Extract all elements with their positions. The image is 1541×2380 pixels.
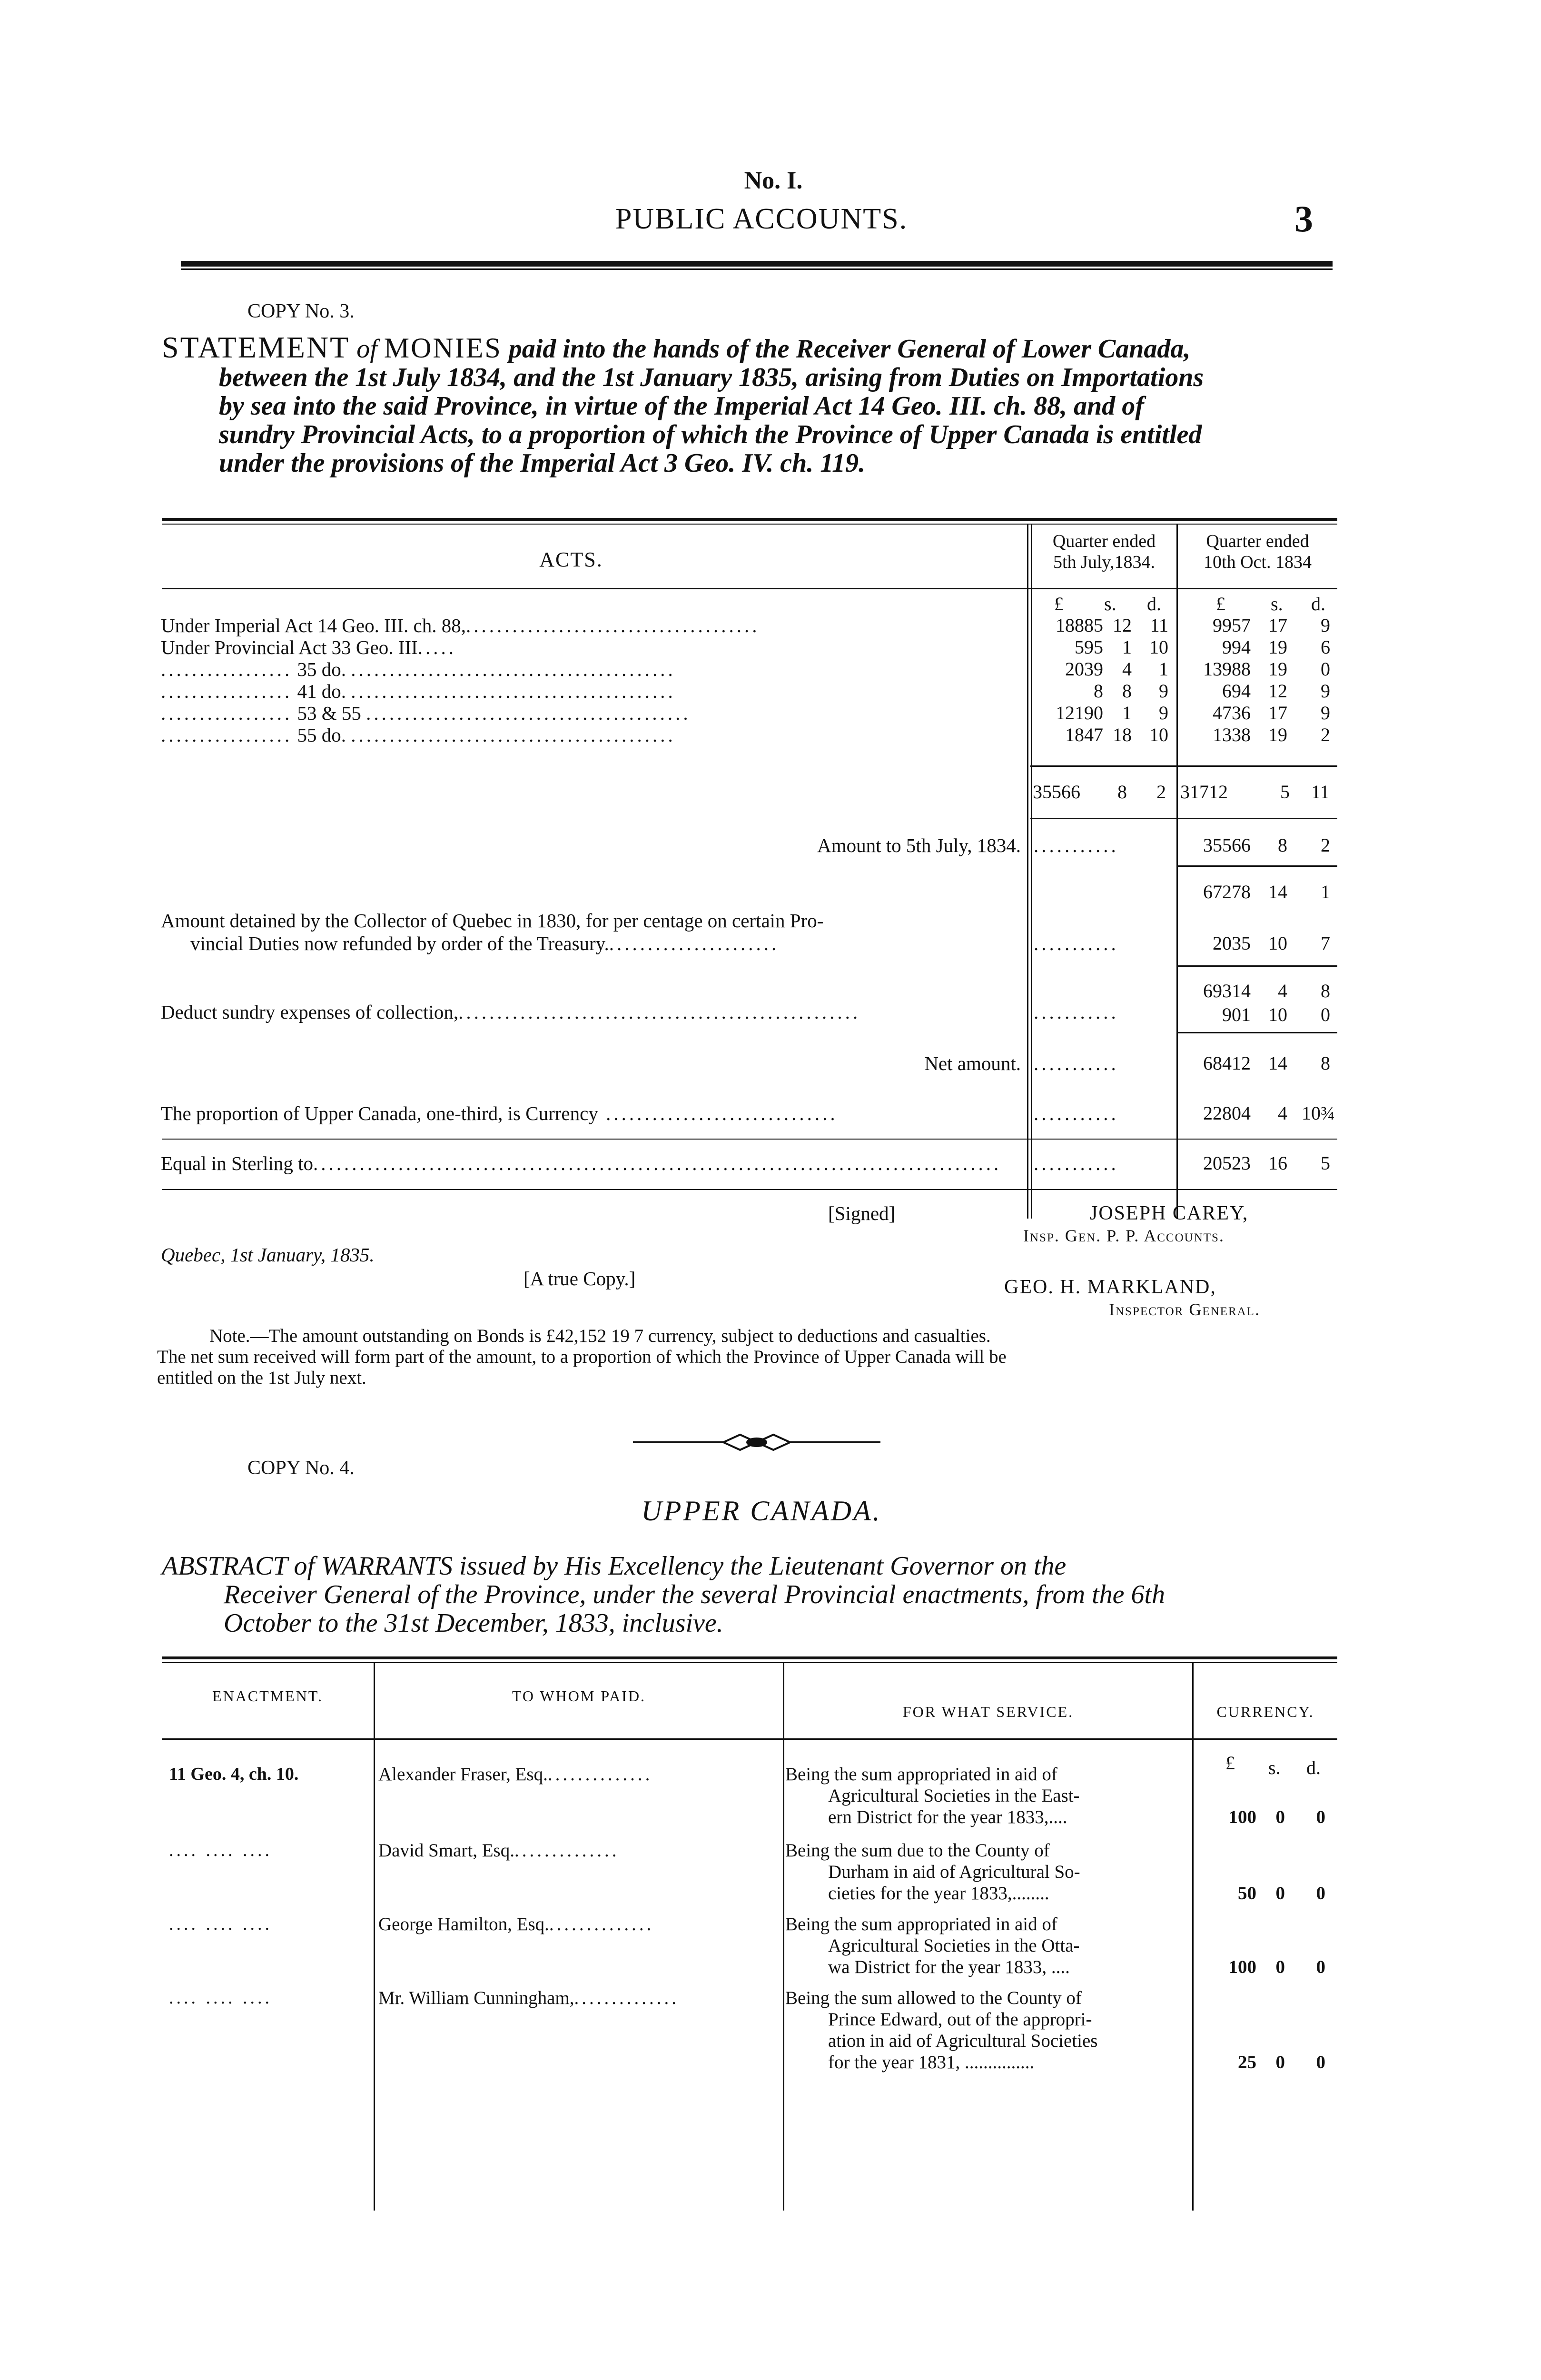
detval-shillings: 10: [1268, 932, 1287, 954]
total-q2-pence: 11: [1311, 781, 1330, 803]
col-to-whom-header: TO WHOM PAID.: [512, 1687, 646, 1705]
table2-col-divider-1: [374, 1663, 375, 2211]
q1-pounds: 8: [1094, 680, 1103, 702]
unit-pound: £: [1225, 1752, 1235, 1774]
warrant-amount-pounds: 25: [1238, 2052, 1256, 2073]
copy3-label: COPY No. 3.: [247, 300, 355, 322]
q2-pence: 9: [1321, 702, 1330, 724]
signer-carey: JOSEPH CAREY,: [1090, 1202, 1249, 1224]
table1-col-divider-1: [1027, 524, 1028, 1219]
warrant-enactment: .... .... ....: [169, 1988, 272, 2008]
signed-label: [Signed]: [828, 1202, 896, 1224]
warrant-payee: Mr. William Cunningham,..............: [378, 1988, 680, 2008]
service-line: wa District for the year 1833, ....: [828, 1957, 1070, 1977]
detained-label-2: vincial Duties now refunded by order of the Treasury.......................: [190, 932, 780, 954]
col-service-header: FOR WHAT SERVICE.: [902, 1703, 1074, 1720]
table2-top-rule: [162, 1656, 1337, 1659]
q1-pence: 1: [1159, 658, 1168, 680]
warrant-service: [785, 1840, 1195, 1904]
amount-rule: [1176, 865, 1337, 867]
warrant-amount-pence: 0: [1316, 1883, 1325, 1904]
q1-pounds: 1847: [1065, 724, 1103, 745]
netval-pounds: 68412: [1203, 1052, 1251, 1074]
note: [157, 1326, 1347, 1388]
dots: ...........: [1034, 1052, 1119, 1074]
warrant-amount-shillings: 0: [1275, 1883, 1285, 1904]
q1-pence: 10: [1149, 724, 1168, 745]
dedval-pence: 0: [1321, 1004, 1330, 1025]
q1-shillings: 18: [1113, 724, 1132, 745]
q2-pence: 9: [1321, 615, 1330, 636]
warrant-service: [785, 1914, 1195, 1978]
unit-pound-q2: £: [1216, 593, 1225, 615]
title-line-4: sundry Provincial Acts, to a proportion of which the Province of Upper Canada is entitled: [219, 420, 1202, 449]
amount-to-july-label: Amount to 5th July, 1834.: [817, 834, 1021, 856]
col-q1-header: Quarter ended 5th July,1834.: [1052, 531, 1156, 572]
signer-carey-title: Insp. Gen. P. P. Accounts.: [1023, 1226, 1225, 1245]
sub2-shillings: 4: [1278, 980, 1287, 1002]
q2-pence: 9: [1321, 680, 1330, 702]
service-line: Being the sum allowed to the County of: [785, 1988, 1082, 2008]
sub1-shillings: 14: [1268, 881, 1287, 902]
page-title: PUBLIC ACCOUNTS.: [615, 203, 908, 235]
detval-pounds: 2035: [1213, 932, 1251, 954]
proportion-label: The proportion of Upper Canada, one-third, is Currency ..............................: [161, 1102, 838, 1124]
act-row-label: Under Imperial Act 14 Geo. III. ch. 88,......................................: [161, 615, 760, 636]
propval-pounds: 22804: [1203, 1102, 1251, 1124]
unit-pence-q2: d.: [1311, 593, 1325, 615]
table1-top-rule: [162, 518, 1337, 521]
q2-pence: 6: [1321, 636, 1330, 658]
warrant-payee: George Hamilton, Esq...............: [378, 1914, 654, 1934]
signer-markland: GEO. H. MARKLAND,: [1004, 1276, 1216, 1298]
total-q1-pence: 2: [1156, 781, 1166, 803]
sterval-pence: 5: [1321, 1152, 1330, 1174]
propval-shillings: 4: [1278, 1102, 1287, 1124]
service-line: Durham in aid of Agricultural So-: [828, 1862, 1080, 1882]
detval-pence: 7: [1321, 932, 1330, 954]
warrant-payee: Alexander Fraser, Esq...............: [378, 1764, 653, 1785]
sub1-pence: 1: [1321, 881, 1330, 902]
unit-shilling-q2: s.: [1271, 593, 1283, 615]
sterling-rule: [162, 1189, 1337, 1190]
totals-rule: [1030, 818, 1337, 819]
q2-pounds: 4736: [1213, 702, 1251, 724]
title-line-2: between the 1st July 1834, and the 1st January 1835, arising from Duties on Importations: [219, 363, 1204, 392]
sub2-pounds: 69314: [1203, 980, 1251, 1002]
proportion-rule: [162, 1139, 1337, 1140]
copy3-title: [162, 330, 1342, 478]
ornament-divider: [633, 1428, 880, 1457]
q2-shillings: 17: [1268, 702, 1287, 724]
unit-pence: d.: [1306, 1757, 1321, 1778]
q2-shillings: 12: [1268, 680, 1287, 702]
col-enactment-header: ENACTMENT.: [212, 1687, 323, 1705]
unit-pence-q1: d.: [1147, 593, 1161, 615]
copy4-title-line-3: October to the 31st December, 1833, inclusive.: [224, 1608, 723, 1638]
q1-pounds: 2039: [1065, 658, 1103, 680]
q2-pounds: 13988: [1203, 658, 1251, 680]
q2-shillings: 19: [1268, 636, 1287, 658]
q2-pence: 0: [1321, 658, 1330, 680]
act-row-label: Under Provincial Act 33 Geo. III.....: [161, 636, 456, 658]
warrant-service: [785, 1764, 1195, 1828]
q1-shillings: 1: [1122, 636, 1132, 658]
q1-pounds: 595: [1075, 636, 1103, 658]
service-line: Agricultural Societies in the Otta-: [828, 1935, 1080, 1956]
service-line: ern District for the year 1833,....: [828, 1807, 1067, 1827]
q2-shillings: 19: [1268, 724, 1287, 745]
service-line: for the year 1831, ...............: [828, 2052, 1035, 2073]
note-line-1: Note.—The amount outstanding on Bonds is £42,152 19 7 currency, subject to deductions and casualties.: [209, 1326, 991, 1346]
net-amount-label: Net amount.: [924, 1052, 1021, 1074]
page-number: 3: [1294, 198, 1313, 239]
service-line: Prince Edward, out of the appropri-: [828, 2009, 1092, 2030]
warrant-amount-pounds: 100: [1228, 1957, 1256, 1977]
propval-pence: 10¾: [1302, 1102, 1335, 1124]
sterval-pounds: 20523: [1203, 1152, 1251, 1174]
dots: ...........: [1034, 834, 1119, 856]
deduct-label: Deduct sundry expenses of collection,....................................................: [161, 1001, 861, 1023]
table1-col-divider-2: [1176, 524, 1178, 1219]
warrant-amount-shillings: 0: [1275, 1957, 1285, 1977]
copy4-title-line-2: Receiver General of the Province, under the several Provincial enactments, from the 6th: [224, 1580, 1166, 1609]
total-q1-shillings: 8: [1117, 781, 1127, 803]
q1-pence: 10: [1149, 636, 1168, 658]
service-line: Being the sum appropriated in aid of: [785, 1914, 1057, 1934]
q1-pence: 11: [1150, 615, 1168, 636]
title-word-statement: STATEMENT: [162, 330, 350, 364]
signer-markland-title: Inspector General.: [1109, 1300, 1260, 1319]
title-line-5: under the provisions of the Imperial Act 3 Geo. IV. ch. 119.: [219, 448, 866, 478]
netval-pence: 8: [1321, 1052, 1330, 1074]
copy4-title-line-1: ABSTRACT of WARRANTS issued by His Excellency the Lieutenant Governor on the: [162, 1551, 1067, 1581]
act-row-label: ................. 55 do. ..........................................: [161, 724, 676, 746]
q1-shillings: 8: [1122, 680, 1132, 702]
netval-shillings: 14: [1268, 1052, 1287, 1074]
service-line: Agricultural Societies in the East-: [828, 1785, 1080, 1806]
table1-top-rule-thin: [162, 524, 1337, 525]
amountval-shillings: 8: [1278, 834, 1287, 856]
warrant-amount-pounds: 50: [1238, 1883, 1256, 1904]
total-q2-pounds: 31712: [1180, 781, 1228, 803]
unit-pound-q1: £: [1054, 593, 1064, 615]
act-row-label: ................. 35 do. ..........................................: [161, 658, 676, 680]
table1-header-rule: [162, 588, 1337, 589]
amountval-pence: 2: [1321, 834, 1330, 856]
detained-label-1: Amount detained by the Collector of Quebec in 1830, for per centage on certain Pro-: [161, 910, 824, 932]
warrant-amount-pence: 0: [1316, 1807, 1325, 1827]
act-row-label: ................. 53 & 55 ..........................................: [161, 702, 691, 724]
col-currency-header: CURRENCY.: [1216, 1703, 1314, 1720]
sub2-pence: 8: [1321, 980, 1330, 1002]
sterval-shillings: 16: [1268, 1152, 1287, 1174]
true-copy-label: [A true Copy.]: [524, 1268, 636, 1289]
q1-pounds: 18885: [1056, 615, 1103, 636]
sterling-label: Equal in Sterling to.........................................................................................: [161, 1152, 1002, 1174]
q2-shillings: 19: [1268, 658, 1287, 680]
q1-pence: 9: [1159, 702, 1168, 724]
dots: ...........: [1034, 1102, 1119, 1124]
warrant-payee: David Smart, Esq...............: [378, 1840, 620, 1861]
amountval-pounds: 35566: [1203, 834, 1251, 856]
note-line-2: The net sum received will form part of the amount, to a proportion of which the Province of Upper Canada will be: [157, 1347, 1007, 1367]
copy4-label: COPY No. 4.: [247, 1457, 355, 1479]
copy4-heading: UPPER CANADA.: [641, 1495, 882, 1527]
title-word-monies: MONIES: [384, 332, 502, 364]
copy4-title: [162, 1552, 1342, 1637]
dedval-shillings: 10: [1268, 1004, 1287, 1025]
q1-shillings: 4: [1122, 658, 1132, 680]
dots: ...........: [1034, 932, 1119, 954]
table2-top-rule-thin: [162, 1662, 1337, 1663]
header-rule-thin: [181, 268, 1333, 270]
document-number: No. I.: [744, 167, 803, 194]
warrant-amount-pence: 0: [1316, 2052, 1325, 2073]
q2-pounds: 1338: [1213, 724, 1251, 745]
total-q2-shillings: 5: [1280, 781, 1290, 803]
warrant-amount-pence: 0: [1316, 1957, 1325, 1977]
total-q1-pounds: 35566: [1033, 781, 1080, 803]
warrant-enactment: 11 Geo. 4, ch. 10.: [169, 1764, 299, 1784]
col-acts-header: ACTS.: [539, 548, 603, 571]
unit-shilling: s.: [1268, 1757, 1281, 1778]
header-rule: [181, 261, 1333, 267]
detained-rule: [1176, 965, 1337, 967]
place-date: Quebec, 1st January, 1835.: [161, 1244, 375, 1266]
q1-pence: 9: [1159, 680, 1168, 702]
deduct-rule: [1176, 1032, 1337, 1033]
dedval-pounds: 901: [1222, 1004, 1251, 1025]
note-line-3: entitled on the 1st July next.: [157, 1368, 366, 1388]
service-line: Being the sum appropriated in aid of: [785, 1764, 1057, 1785]
service-line: cieties for the year 1833,........: [828, 1883, 1049, 1904]
sub1-pounds: 67278: [1203, 881, 1251, 902]
q2-pence: 2: [1321, 724, 1330, 745]
service-line: ation in aid of Agricultural Societies: [828, 2031, 1098, 2051]
col-q2-header: Quarter ended 10th Oct. 1834: [1204, 531, 1312, 572]
warrant-amount-pounds: 100: [1228, 1807, 1256, 1827]
q1-shillings: 1: [1122, 702, 1132, 724]
title-line-3: by sea into the said Province, in virtue of the Imperial Act 14 Geo. III. ch. 88, and of: [219, 391, 1144, 421]
q2-pounds: 694: [1222, 680, 1251, 702]
warrant-enactment: .... .... ....: [169, 1840, 272, 1860]
table2-header-rule: [162, 1738, 1337, 1740]
unit-shilling-q1: s.: [1104, 593, 1116, 615]
warrant-amount-shillings: 0: [1275, 1807, 1285, 1827]
table2-col-divider-2: [783, 1663, 784, 2211]
q1-shillings: 12: [1113, 615, 1132, 636]
q2-pounds: 9957: [1213, 615, 1251, 636]
warrant-amount-shillings: 0: [1275, 2052, 1285, 2073]
q2-shillings: 17: [1268, 615, 1287, 636]
subtotal-rule: [1030, 765, 1337, 767]
warrant-enactment: .... .... ....: [169, 1914, 272, 1934]
warrant-service: [785, 1987, 1195, 2073]
service-line: Being the sum due to the County of: [785, 1840, 1050, 1861]
act-row-label: ................. 41 do. ..........................................: [161, 680, 676, 702]
q1-pounds: 12190: [1056, 702, 1103, 724]
dots: ...........: [1034, 1152, 1119, 1174]
title-rest: paid into the hands of the Receiver General of Lower Canada,: [502, 334, 1191, 364]
q2-pounds: 994: [1222, 636, 1251, 658]
title-of: of: [350, 334, 384, 364]
dots: ...........: [1034, 1001, 1119, 1023]
